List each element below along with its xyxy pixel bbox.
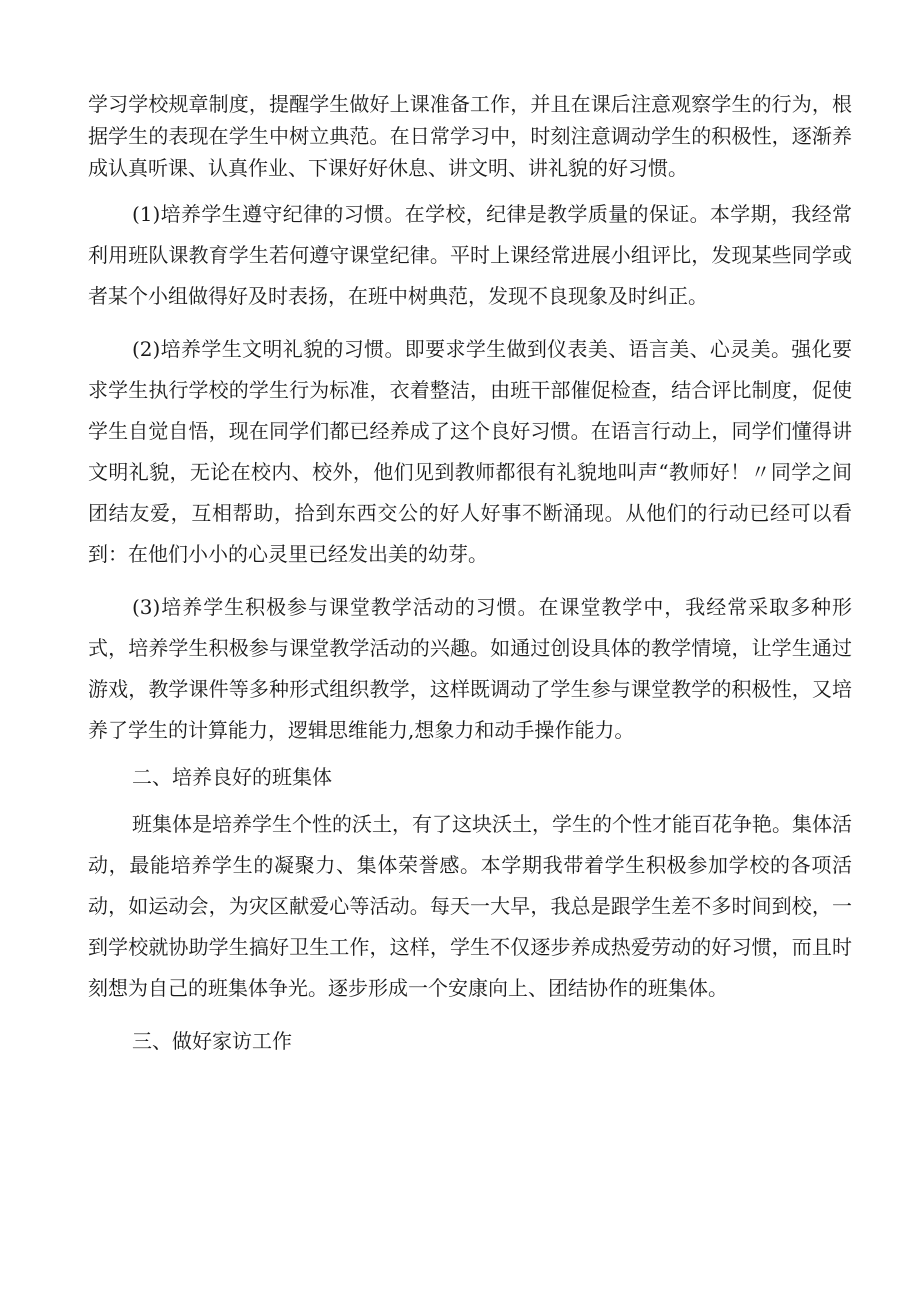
section-2-heading: 二、培养良好的班集体 xyxy=(132,765,332,789)
habit-1-paragraph: (1)培养学生遵守纪律的习惯。在学校，纪律是教学质量的保证。本学期，我经常利用班队课教育学生若何遵守课堂纪律。平时上课经常进展小组评比，发现某些同学或者某个小组做得好及时表扬，在班中树典范，发现不良现象及时纠正。 xyxy=(88,202,852,308)
document-page xyxy=(88,88,852,1062)
habit-3-paragraph: (3)培养学生积极参与课堂教学活动的习惯。在课堂教学中，我经常采取多种形式，培养学生积极参与课堂教学活动的兴趣。如通过创设具体的教学情境，让学生通过游戏，教学课件等多种形式组织教学，这样既调动了学生参与课堂教学的积极性，又培养了学生的计算能力，逻辑思维能力,想象力和动手操作能力。 xyxy=(88,595,852,742)
section-3-heading: 三、做好家访工作 xyxy=(132,1029,292,1053)
habit-2-paragraph: (2)培养学生文明礼貌的习惯。即要求学生做到仪表美、语言美、心灵美。强化要求学生执行学校的学生行为标准，衣着整洁，由班干部催促检查，结合评比制度，促使学生自觉自悟，现在同学们都已经养成了这个良好习惯。在语言行动上，同学们懂得讲文明礼貌，无论在校内、校外，他们见到教师都很有礼貌地叫声“教师好！〃同学之间团结友爱，互相帮助，拾到东西交公的好人好事不断涌现。从他们的行动已经可以看到：在他们小小的心灵里已经发出美的幼芽。 xyxy=(88,337,852,566)
intro-paragraph: 学习学校规章制度，提醒学生做好上课准备工作，并且在课后注意观察学生的行为，根据学生的表现在学生中树立典范。在日常学习中，时刻注意调动学生的积极性，逐渐养成认真听课、认真作业、下课好好休息、讲文明、讲礼貌的好习惯。 xyxy=(88,92,852,180)
section-2-body: 班集体是培养学生个性的沃土，有了这块沃土，学生的个性才能百花争艳。集体活动，最能培养学生的凝聚力、集体荣誉感。本学期我带着学生积极参加学校的各项活动，如运动会，为灾区献爱心等活动。每天一大早，我总是跟学生差不多时间到校，一到学校就协助学生搞好卫生工作，这样，学生不仅逐步养成热爱劳动的好习惯，而且时刻想为自己的班集体争光。逐步形成一个安康向上、团结协作的班集体。 xyxy=(88,812,852,1000)
